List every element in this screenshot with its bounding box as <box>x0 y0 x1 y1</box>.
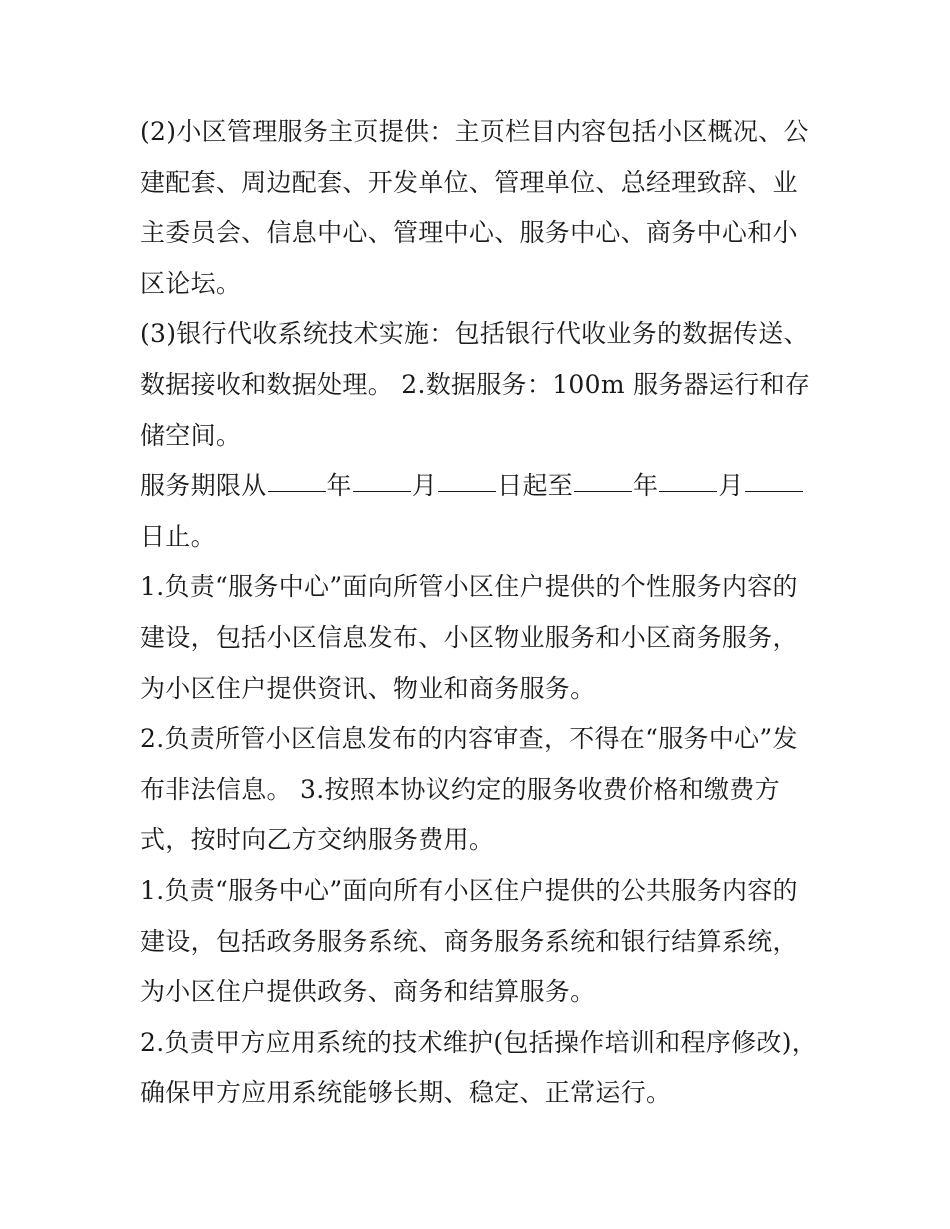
blank-line <box>268 491 326 492</box>
blank-line <box>745 491 803 492</box>
service-period-month-start: 月 <box>411 471 438 501</box>
paragraph-party-b-duty-1: 1.负责“服务中心”面向所有小区住户提供的公共服务内容的建设，包括政务服务系统、商务服务系统和银行结算系统，为小区住户提供政务、商务和结算服务。 <box>140 875 798 1007</box>
service-period-year-end: 年 <box>633 471 659 501</box>
blank-line <box>574 491 632 492</box>
service-period-month-end: 月 <box>718 471 744 501</box>
service-period-year-start: 年 <box>326 471 352 501</box>
paragraph-bank-collection: (3)银行代收系统技术实施：包括银行代收业务的数据传送、数据接收和数据处理。 2.数据服务：100m 服务器运行和存储空间。 <box>140 319 811 450</box>
blank-line <box>438 491 496 492</box>
paragraph-party-b-duty-2: 2.负责甲方应用系统的技术维护(包括操作培训和程序修改)，确保甲方应用系统能够长期、稳定、正常运行。 <box>140 1027 818 1108</box>
paragraph-party-a-duty-2: 2.负责所管小区信息发布的内容审查，不得在“服务中心”发布非法信息。 3.按照本协议约定的服务收费价格和缴费方式，按时向乙方交纳服务费用。 <box>140 724 798 855</box>
paragraph-homepage-services: (2)小区管理服务主页提供：主页栏目内容包括小区概况、公建配套、周边配套、开发单位、管理单位、总经理致辞、业主委员会、信息中心、管理中心、服务中心、商务中心和小区论坛。 <box>140 117 809 298</box>
paragraph-service-period <box>140 461 820 562</box>
document-body <box>140 107 820 1119</box>
blank-line <box>659 491 717 492</box>
paragraph-party-a-duty-1: 1.负责“服务中心”面向所管小区住户提供的个性服务内容的建设，包括小区信息发布、小区物业服务和小区商务服务，为小区住户提供资讯、物业和商务服务。 <box>140 572 798 703</box>
service-period-prefix: 服务期限从 <box>140 471 267 501</box>
service-period-day-start: 日起至 <box>497 471 574 501</box>
blank-line <box>353 491 411 492</box>
service-period-day-end: 日止。 <box>140 521 216 551</box>
